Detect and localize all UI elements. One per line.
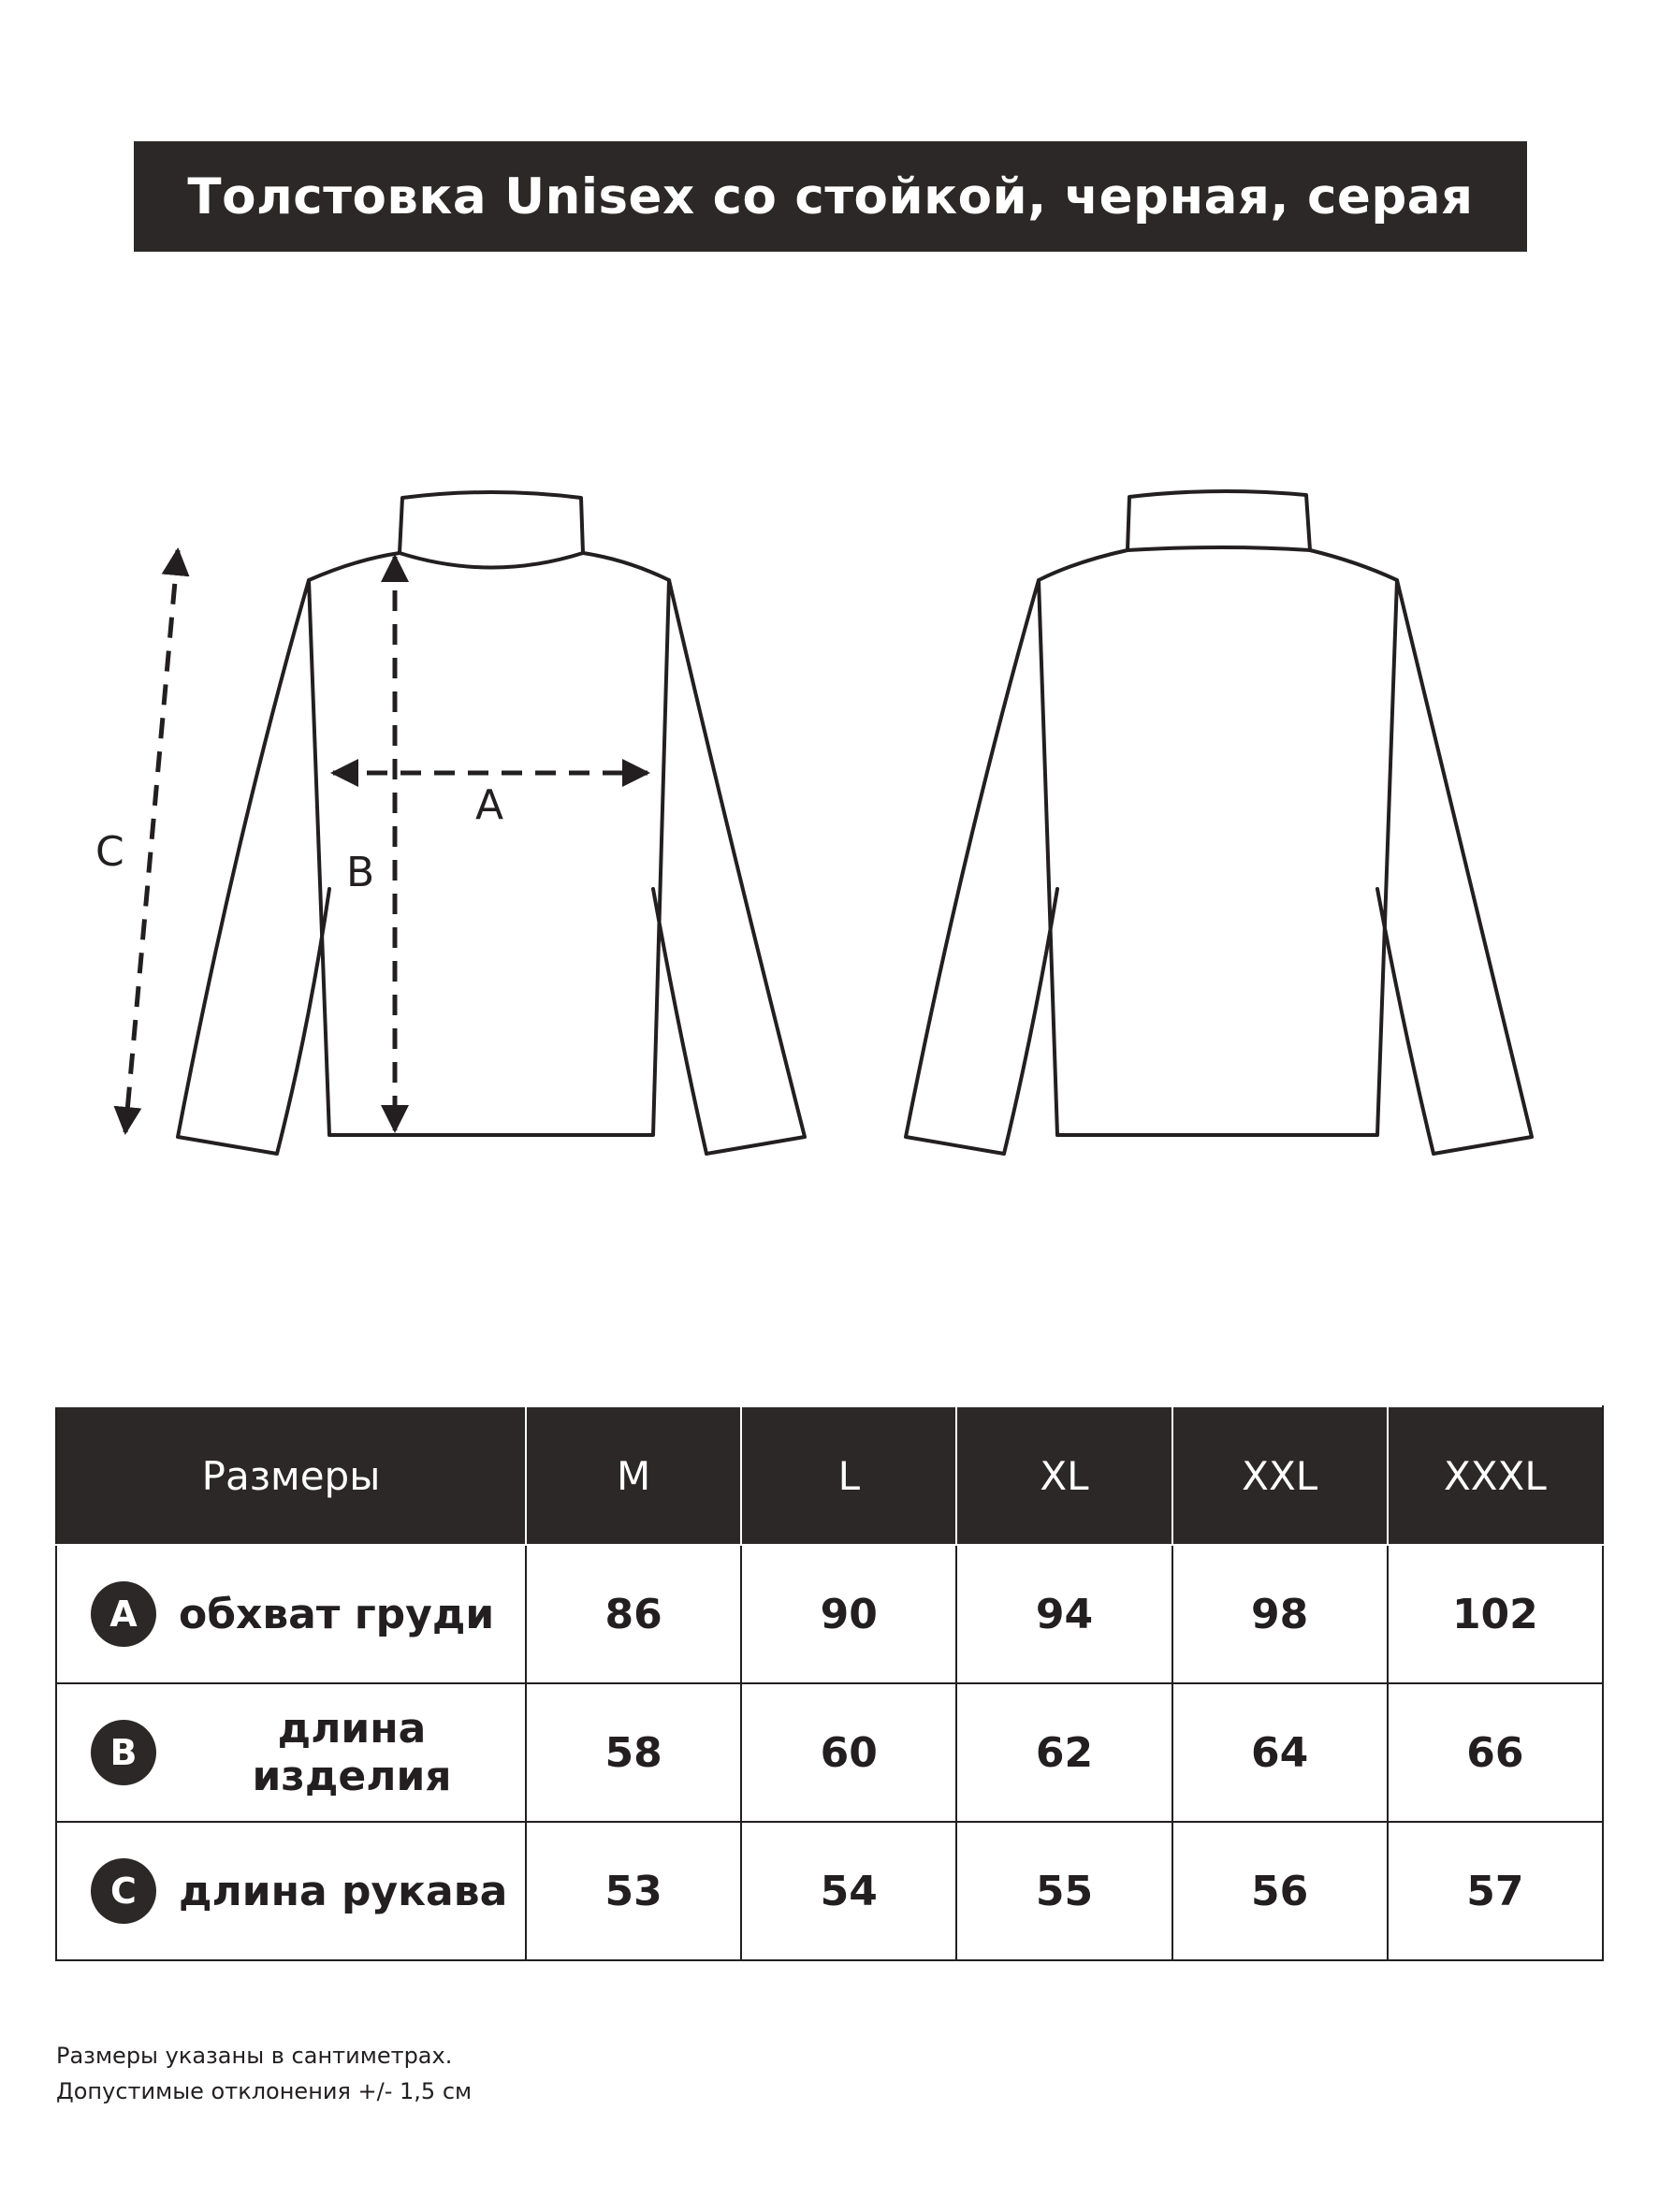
table-cell: 53 xyxy=(526,1822,741,1960)
table-cell: 62 xyxy=(956,1683,1171,1822)
label-b: B xyxy=(346,849,375,896)
table-cell: 90 xyxy=(741,1545,956,1683)
table-cell: 98 xyxy=(1172,1545,1388,1683)
row-label-cell xyxy=(56,1545,526,1683)
table-row xyxy=(56,1683,1603,1822)
row-label: длина изделия xyxy=(252,1705,452,1800)
table-header-row xyxy=(56,1406,1603,1545)
header-param: Размеры xyxy=(56,1406,526,1545)
table-cell: 86 xyxy=(526,1545,741,1683)
label-a: A xyxy=(475,781,504,829)
table-cell: 55 xyxy=(956,1822,1171,1960)
header-size-l: L xyxy=(741,1406,956,1545)
row-label: обхват груди xyxy=(179,1590,495,1638)
label-c: C xyxy=(95,828,124,876)
footnote-line-units: Размеры указаны в сантиметрах. xyxy=(56,2043,453,2069)
header-size-xl: XL xyxy=(956,1406,1171,1545)
table-row xyxy=(56,1822,1603,1960)
front-view xyxy=(95,492,805,1154)
table-cell: 66 xyxy=(1388,1683,1603,1822)
table-cell: 102 xyxy=(1388,1545,1603,1683)
badge-a: A xyxy=(91,1581,156,1647)
footnote-line-tolerance: Допустимые отклонения +/- 1,5 см xyxy=(56,2078,473,2104)
header-size-xxxl: XXXL xyxy=(1388,1406,1603,1545)
page-title: Толстовка Unisex со стойкой, черная, серая xyxy=(134,141,1527,252)
footnote xyxy=(56,2038,472,2109)
table-cell: 60 xyxy=(741,1683,956,1822)
header-size-xxl: XXL xyxy=(1172,1406,1388,1545)
table-row xyxy=(56,1545,1603,1683)
size-table xyxy=(55,1405,1604,1961)
table-cell: 54 xyxy=(741,1822,956,1960)
table-cell: 57 xyxy=(1388,1822,1603,1960)
row-label-cell xyxy=(56,1683,526,1822)
header-size-m: M xyxy=(526,1406,741,1545)
table-cell: 94 xyxy=(956,1545,1171,1683)
table-cell: 58 xyxy=(526,1683,741,1822)
badge-c: C xyxy=(91,1858,156,1924)
table-cell: 56 xyxy=(1172,1822,1388,1960)
row-label-cell xyxy=(56,1822,526,1960)
table-cell: 64 xyxy=(1172,1683,1388,1822)
badge-b: B xyxy=(91,1720,156,1785)
row-label: длина рукава xyxy=(179,1867,508,1915)
back-view xyxy=(906,491,1532,1154)
